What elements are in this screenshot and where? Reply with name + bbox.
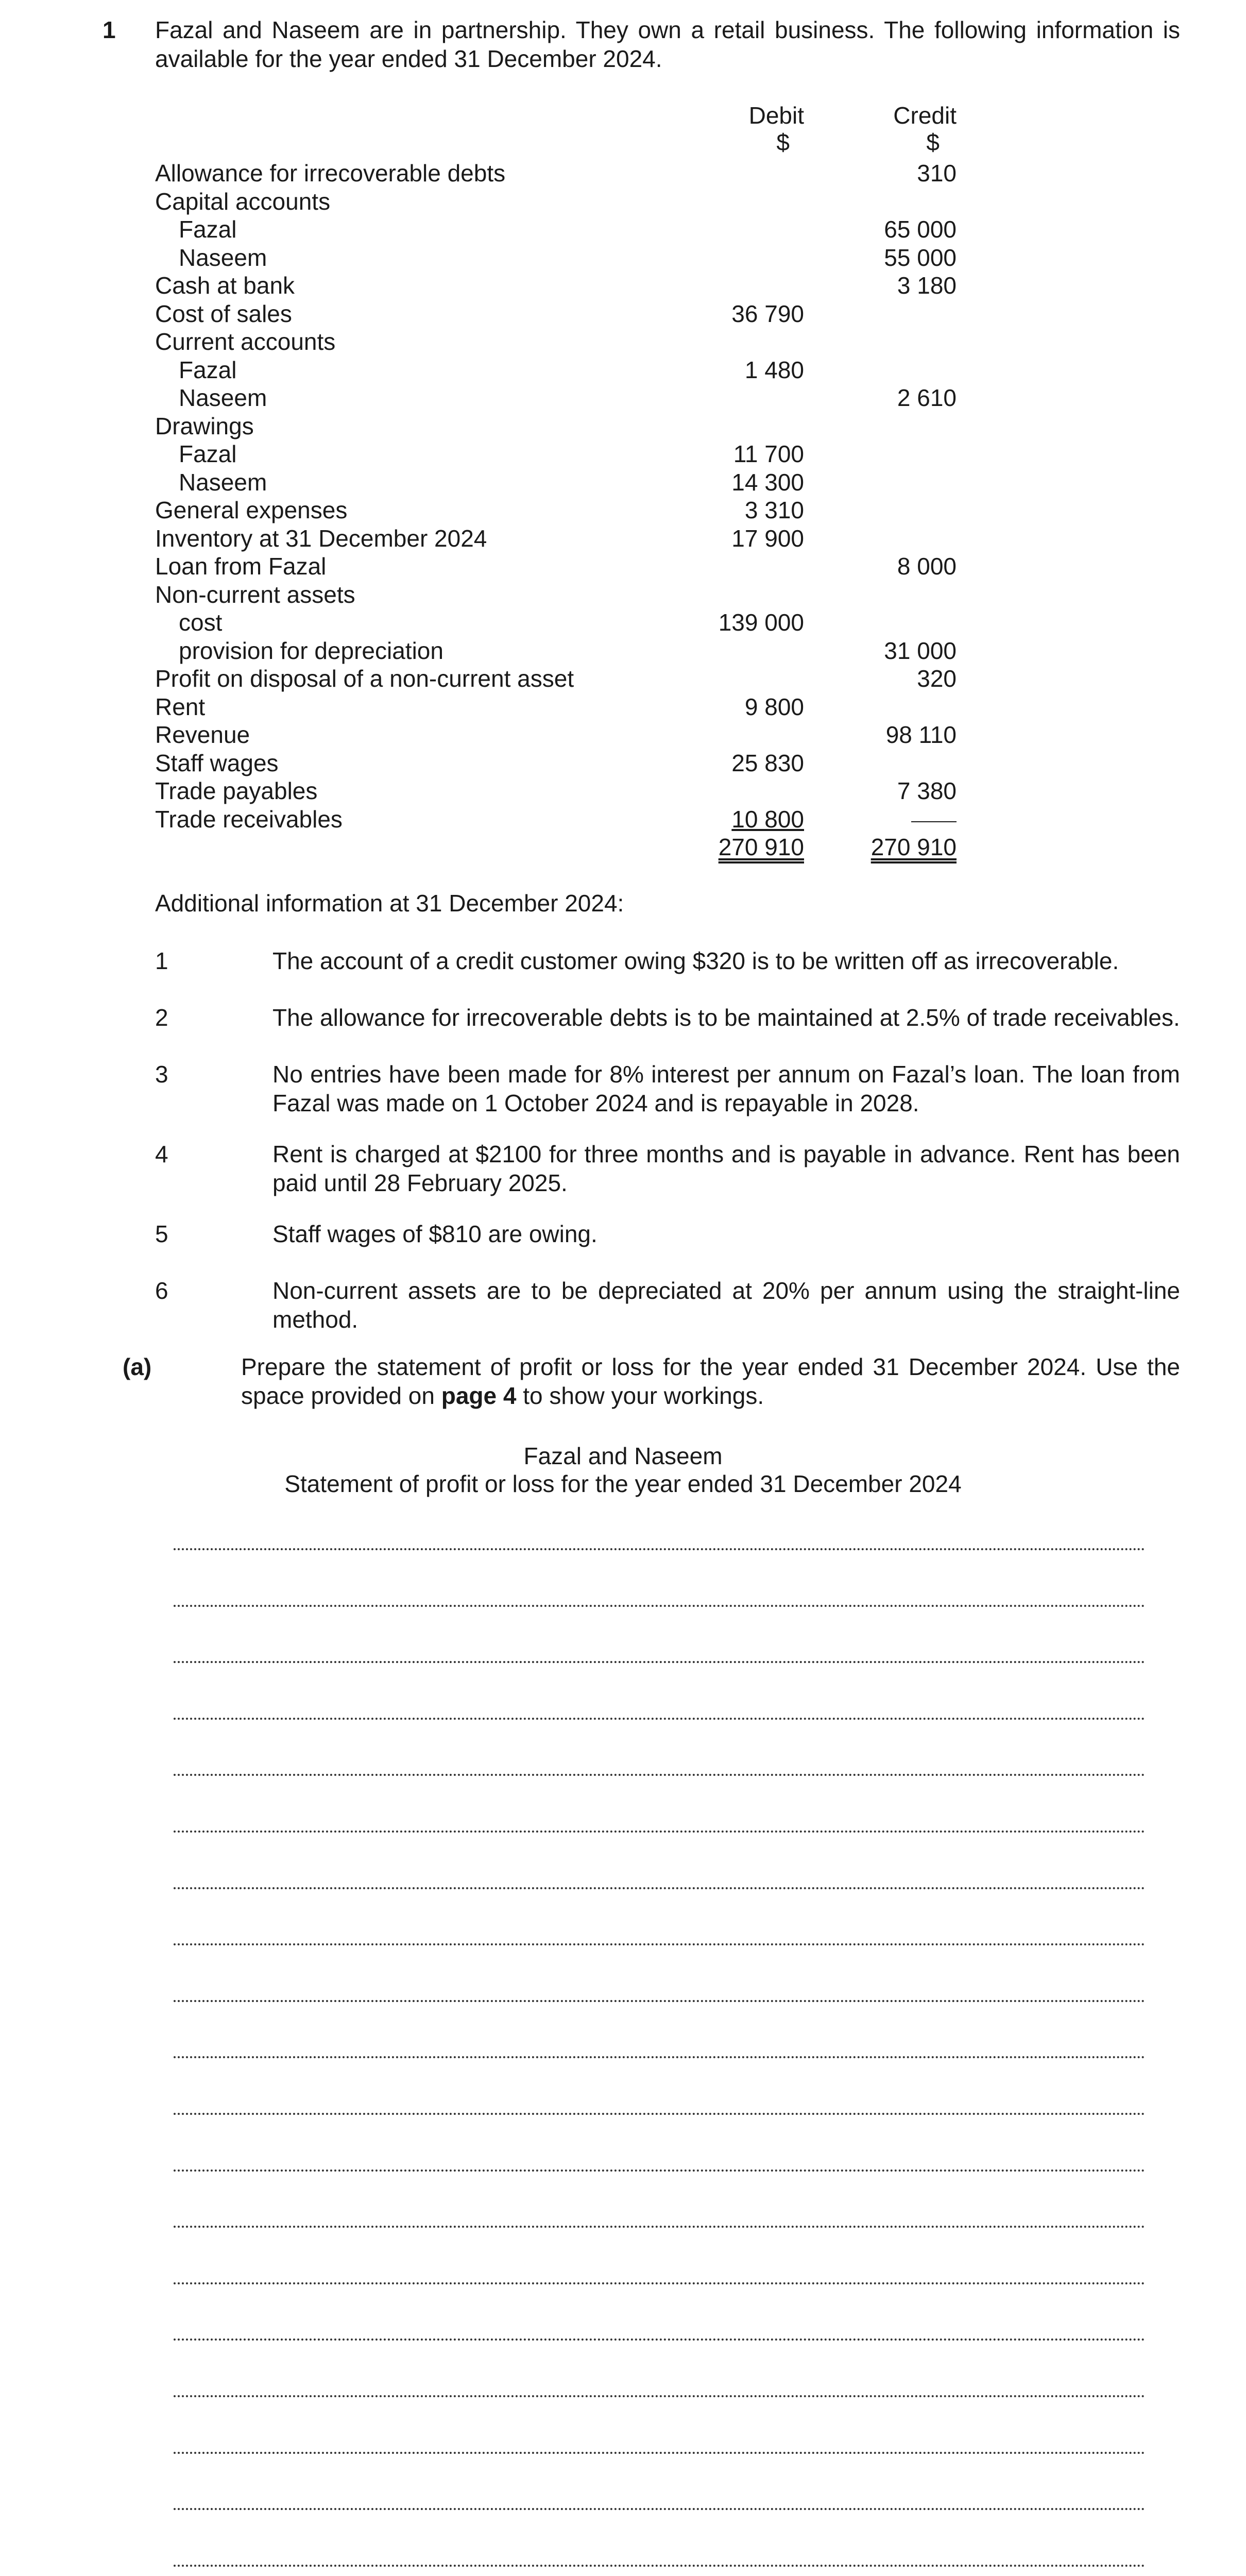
row-label: Trade payables (155, 777, 318, 804)
answer-line[interactable] (174, 1718, 1145, 1720)
trial-balance-row (155, 749, 907, 777)
row-label: Cost of sales (155, 300, 292, 327)
row-label: Fazal (179, 356, 237, 383)
row-label: Staff wages (155, 749, 279, 776)
item-text: The account of a credit customer owing $320 is to be written off as irrecoverable. (272, 947, 1119, 974)
credit-value: 31 000 (884, 637, 957, 664)
trial-balance-row (155, 608, 907, 636)
answer-line[interactable] (174, 2282, 1145, 2284)
answer-line[interactable] (174, 1887, 1145, 1889)
answer-line[interactable] (174, 1774, 1145, 1776)
trial-balance-row (155, 664, 957, 692)
answer-line[interactable] (174, 2452, 1145, 2454)
trial-balance-row (155, 580, 907, 608)
item-number: 1 (155, 947, 168, 974)
trial-balance-row (155, 383, 957, 412)
debit-value: 11 700 (733, 440, 804, 467)
credit-value: 3 180 (897, 272, 957, 299)
answer-line[interactable] (174, 2000, 1145, 2002)
answer-line[interactable] (174, 2056, 1145, 2058)
answer-line[interactable] (174, 2113, 1145, 2115)
trial-balance-row (155, 805, 907, 833)
trial-balance-row (155, 636, 957, 665)
answer-line[interactable] (174, 1943, 1145, 1945)
credit-value: 320 (917, 665, 957, 692)
debit-unit: $ (776, 129, 790, 156)
row-label: Current accounts (155, 328, 336, 355)
credit-unit: $ (926, 129, 940, 156)
trial-balance-row (155, 692, 907, 721)
credit-value: 98 110 (885, 721, 957, 748)
credit-value: 2 610 (897, 384, 957, 411)
part-a-text-1: Prepare the statement of profit or loss for the year ended 31 December 2024. Use the space provided on (241, 1353, 1180, 1409)
row-label: Allowance for irrecoverable debts (155, 160, 506, 187)
row-label: Loan from Fazal (155, 553, 327, 580)
row-label: Naseem (179, 468, 267, 496)
row-label: Non-current assets (155, 581, 355, 608)
trial-balance-header (155, 101, 957, 159)
trial-balance-row (155, 496, 907, 524)
trial-balance-row (155, 439, 907, 468)
credit-value: 55 000 (884, 244, 957, 271)
trial-balance-row (155, 355, 907, 384)
answer-line[interactable] (174, 2170, 1145, 2172)
credit-value: 310 (917, 160, 957, 187)
item-number: 4 (155, 1141, 168, 1167)
item-text: The allowance for irrecoverable debts is to be maintained at 2.5% of trade receivables. (272, 1004, 1180, 1031)
additional-info-title: Additional information at 31 December 2024: (155, 890, 624, 917)
row-label: provision for depreciation (179, 637, 443, 664)
credit-value: 65 000 (884, 216, 957, 243)
row-label: Trade receivables (155, 805, 343, 833)
row-label: Cash at bank (155, 272, 295, 299)
statement-heading: Fazal and Naseem (523, 1443, 723, 1469)
row-label: Revenue (155, 721, 250, 748)
answer-line[interactable] (174, 1661, 1145, 1663)
answer-line[interactable] (174, 2508, 1145, 2510)
trial-balance-row (155, 720, 957, 749)
row-label: Drawings (155, 412, 254, 439)
debit-value: 1 480 (744, 356, 804, 383)
item-text: Rent is charged at $2100 for three months and is payable in advance. Rent has been paid until 28 February 2025. (272, 1141, 1180, 1196)
row-label: Capital accounts (155, 188, 331, 215)
debit-total: 270 910 (718, 834, 804, 860)
debit-value: 139 000 (718, 609, 804, 636)
answer-line[interactable] (174, 1831, 1145, 1833)
item-text: No entries have been made for 8% interest per annum on Fazal’s loan. The loan from Fazal was made on 1 October 2024 and is repayable in 2028. (272, 1061, 1180, 1116)
debit-header: Debit (748, 102, 804, 129)
debit-value: 25 830 (731, 749, 804, 776)
debit-value: 10 800 (731, 805, 804, 833)
trial-balance-row (155, 299, 907, 328)
item-number: 2 (155, 1004, 168, 1031)
item-number: 5 (155, 1221, 168, 1247)
credit-total: 270 910 (871, 834, 957, 860)
credit-value: 8 000 (897, 553, 957, 580)
trial-balance-rows (155, 159, 957, 833)
row-label: Naseem (179, 244, 267, 271)
trial-balance-row (155, 776, 957, 805)
answer-line[interactable] (174, 2395, 1145, 2397)
question-number: 1 (103, 16, 116, 43)
credit-header: Credit (893, 102, 957, 129)
trial-balance-row (155, 552, 957, 580)
row-label: Rent (155, 693, 206, 720)
part-a-text-bold: page 4 (441, 1382, 517, 1409)
item-text: Non-current assets are to be depreciated at 20% per annum using the straight-line method. (272, 1277, 1180, 1333)
trial-balance (155, 101, 957, 861)
item-number: 6 (155, 1277, 168, 1304)
part-a-text-2: to show your workings. (516, 1382, 764, 1409)
part-a-instruction (241, 1352, 1180, 1410)
answer-line[interactable] (174, 2226, 1145, 2228)
trial-balance-row (155, 327, 907, 355)
trial-balance-row (155, 243, 957, 272)
trial-balance-row (155, 215, 957, 243)
answer-line[interactable] (174, 1605, 1145, 1607)
answer-line[interactable] (174, 2565, 1145, 2567)
debit-value: 3 310 (744, 497, 804, 523)
trial-balance-row (155, 187, 907, 215)
row-label: Naseem (179, 384, 267, 411)
debit-value: 14 300 (731, 468, 804, 496)
debit-value: 9 800 (744, 693, 804, 720)
credit-total-rule (911, 821, 957, 822)
row-label: Inventory at 31 December 2024 (155, 524, 487, 552)
trial-balance-row (155, 524, 907, 552)
trial-balance-row (155, 468, 907, 496)
trial-balance-totals (155, 833, 957, 861)
row-label: cost (179, 609, 223, 636)
credit-value: 7 380 (897, 777, 957, 804)
row-label: General expenses (155, 497, 348, 523)
answer-line[interactable] (174, 1548, 1145, 1550)
row-label: Profit on disposal of a non-current asset (155, 665, 574, 692)
answer-line[interactable] (174, 2338, 1145, 2341)
debit-value: 17 900 (731, 524, 804, 552)
row-label: Fazal (179, 216, 237, 243)
trial-balance-row (155, 159, 957, 187)
part-a-label: (a) (123, 1353, 152, 1380)
debit-value: 36 790 (731, 300, 804, 327)
question-intro: Fazal and Naseem are in partnership. They own a retail business. The following information is available for the year ended 31 December 2024. (155, 16, 1180, 72)
row-label: Fazal (179, 440, 237, 467)
statement-subheading: Statement of profit or loss for the year ended 31 December 2024 (284, 1470, 962, 1497)
item-text: Staff wages of $810 are owing. (272, 1221, 598, 1247)
trial-balance-row (155, 271, 957, 299)
trial-balance-row (155, 412, 907, 440)
item-number: 3 (155, 1061, 168, 1088)
